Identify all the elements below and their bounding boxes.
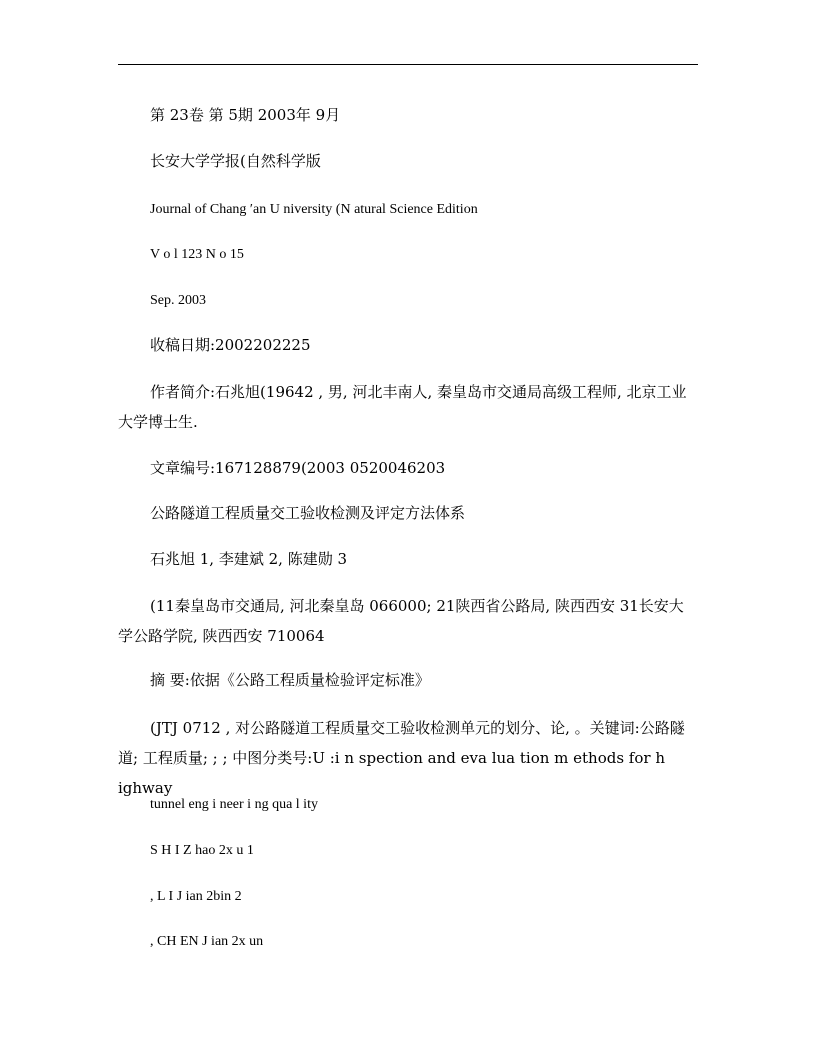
authors: 石兆旭 1, 李建斌 2, 陈建勋 3 [150, 550, 348, 568]
author-en-2: , L I J ian 2bin 2 [150, 889, 242, 904]
author-en-3: , CH EN J ian 2x un [150, 934, 264, 949]
abstract-body: (JTJ 0712 , 对公路隧道工程质量交工验收检测单元的划分、论, 。关键词:公路隧道; 工程质量; ; ; 中图分类号:U :i n spection and eva lua tion m ethods for h ighway [118, 719, 685, 797]
affiliations: (11秦皇岛市交通局, 河北秦皇岛 066000; 21陕西省公路局, 陕西西安 31长安大学公路学院, 陕西西安 710064 [118, 597, 684, 645]
header-rule [118, 64, 698, 65]
english-title-continued: tunnel eng i neer i ng qua l ity [150, 797, 318, 812]
author-bio: 作者简介:石兆旭(19642 , 男, 河北丰南人, 秦皇岛市交通局高级工程师, 北京工业大学博士生. [118, 383, 687, 431]
volume-issue-line: 第 23卷 第 5期 2003年 9月 [150, 106, 341, 124]
article-number: 文章编号:167128879(2003 0520046203 [150, 459, 446, 477]
volume-number-en: V o l 123 N o 15 [150, 247, 244, 262]
received-date: 收稿日期:2002202225 [150, 336, 311, 354]
journal-name-en: Journal of Chang ′an U niversity (N atural Science Edition [150, 202, 478, 217]
publication-date-en: Sep. 2003 [150, 293, 206, 308]
journal-name-cn: 长安大学学报(自然科学版 [150, 152, 321, 170]
abstract-heading: 摘 要:依据《公路工程质量检验评定标准》 [150, 671, 430, 689]
author-en-1: S H I Z hao 2x u 1 [150, 843, 254, 858]
article-title: 公路隧道工程质量交工验收检测及评定方法体系 [150, 504, 466, 522]
